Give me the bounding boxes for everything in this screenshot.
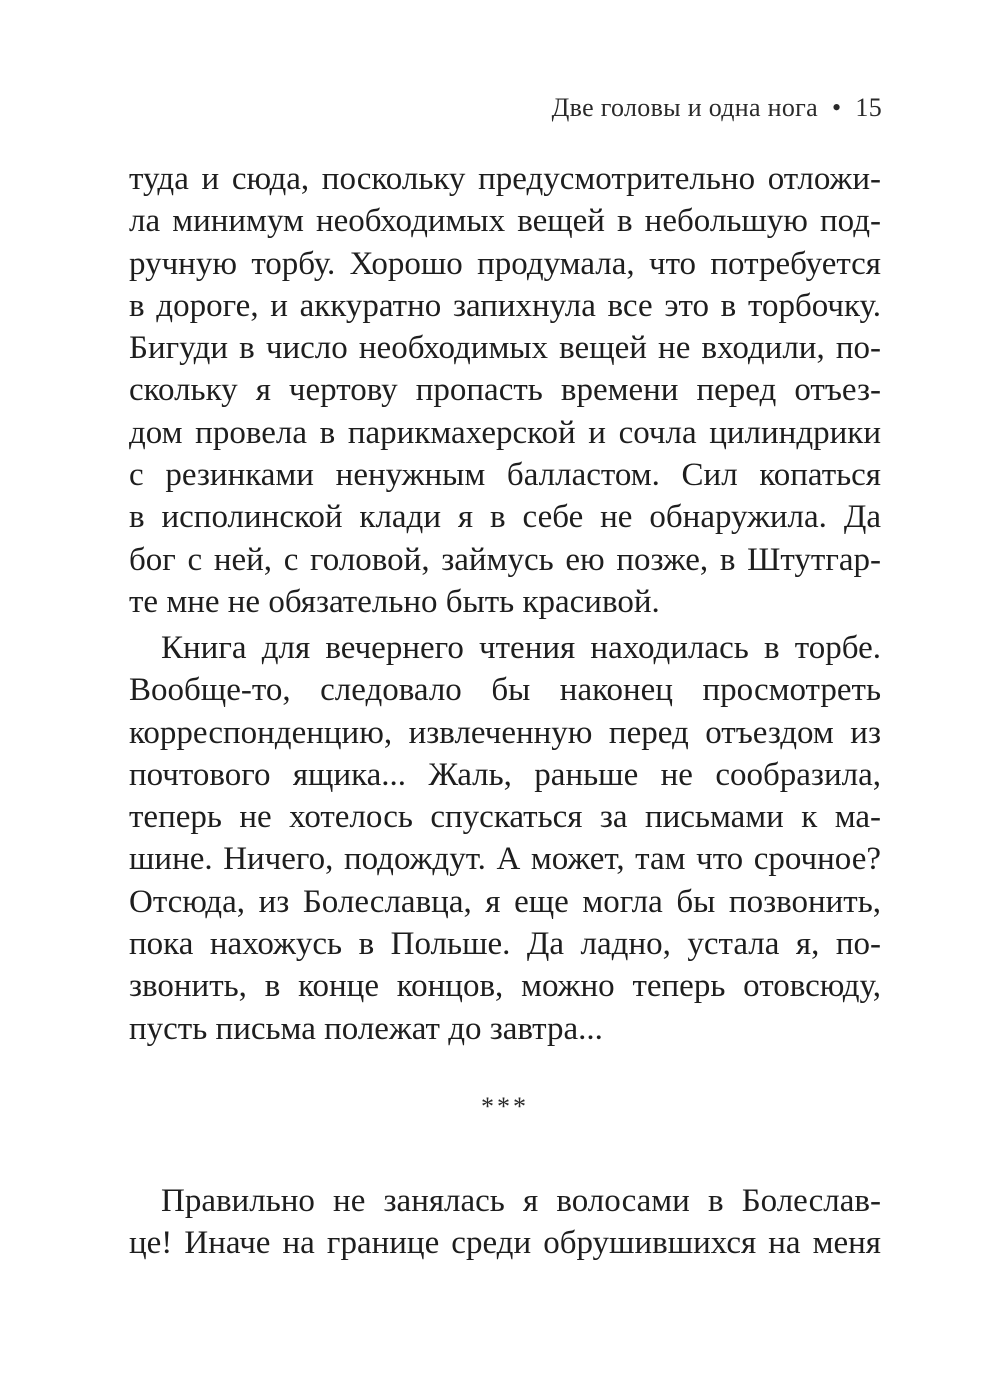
text-line: скольку я чертову пропасть времени перед отъез- bbox=[129, 372, 881, 409]
text-line: почтового ящика... Жаль, раньше не сообразила, bbox=[129, 756, 881, 793]
text-line: це! Иначе на границе среди обрушившихся на меня bbox=[129, 1225, 881, 1262]
text-line: в дороге, и аккуратно запихнула все это в торбочку. bbox=[129, 287, 881, 324]
text-line: Вообще-то, следовало бы наконец просмотреть bbox=[129, 672, 881, 709]
text-line: дом провела в парикмахерской и сочла цилиндрики bbox=[129, 414, 881, 451]
header-separator: • bbox=[831, 93, 842, 122]
text-line: ла минимум необходимых вещей в небольшую под- bbox=[129, 203, 881, 240]
text-line: звонить, в конце концов, можно теперь отовсюду, bbox=[129, 968, 881, 1005]
text-line: те мне не обязательно быть красивой. bbox=[129, 583, 660, 620]
text-line: в исполинской клади я в себе не обнаружила. Да bbox=[129, 499, 881, 536]
section-break: *** bbox=[481, 1092, 529, 1121]
text-line: Книга для вечернего чтения находилась в торбе. bbox=[161, 630, 881, 666]
text-line: Правильно не занялась я волосами в Болеслав- bbox=[161, 1183, 881, 1219]
text-line: пока нахожусь в Польше. Да ладно, устала я, по- bbox=[129, 926, 881, 963]
paragraph-2 bbox=[129, 627, 881, 1050]
running-header bbox=[552, 88, 882, 128]
text-line: туда и сюда, поскольку предусмотрительно отложи- bbox=[129, 161, 881, 197]
paragraph-3 bbox=[129, 1180, 881, 1265]
text-line: Бигуди в число необходимых вещей не входили, по- bbox=[129, 330, 881, 367]
text-line: корреспонденцию, извлеченную перед отъездом из bbox=[129, 714, 881, 751]
page-number: 15 bbox=[855, 93, 882, 122]
text-line: пусть письма полежат до завтра... bbox=[129, 1010, 603, 1047]
text-line: теперь не хотелось спускаться за письмами к ма- bbox=[129, 799, 881, 836]
text-line: ручную торбу. Хорошо продумала, что потребуется bbox=[129, 245, 881, 282]
text-line: с резинками ненужным балластом. Сил копаться bbox=[129, 457, 881, 494]
text-line: Отсюда, из Болеславца, я еще могла бы позвонить, bbox=[129, 883, 881, 920]
paragraph-1 bbox=[129, 158, 881, 623]
chapter-title: Две головы и одна нога bbox=[551, 93, 818, 122]
text-line: шине. Ничего, подождут. А может, там что срочное? bbox=[129, 841, 881, 878]
text-line: бог с ней, с головой, займусь ею позже, в Штутгар- bbox=[129, 541, 881, 578]
